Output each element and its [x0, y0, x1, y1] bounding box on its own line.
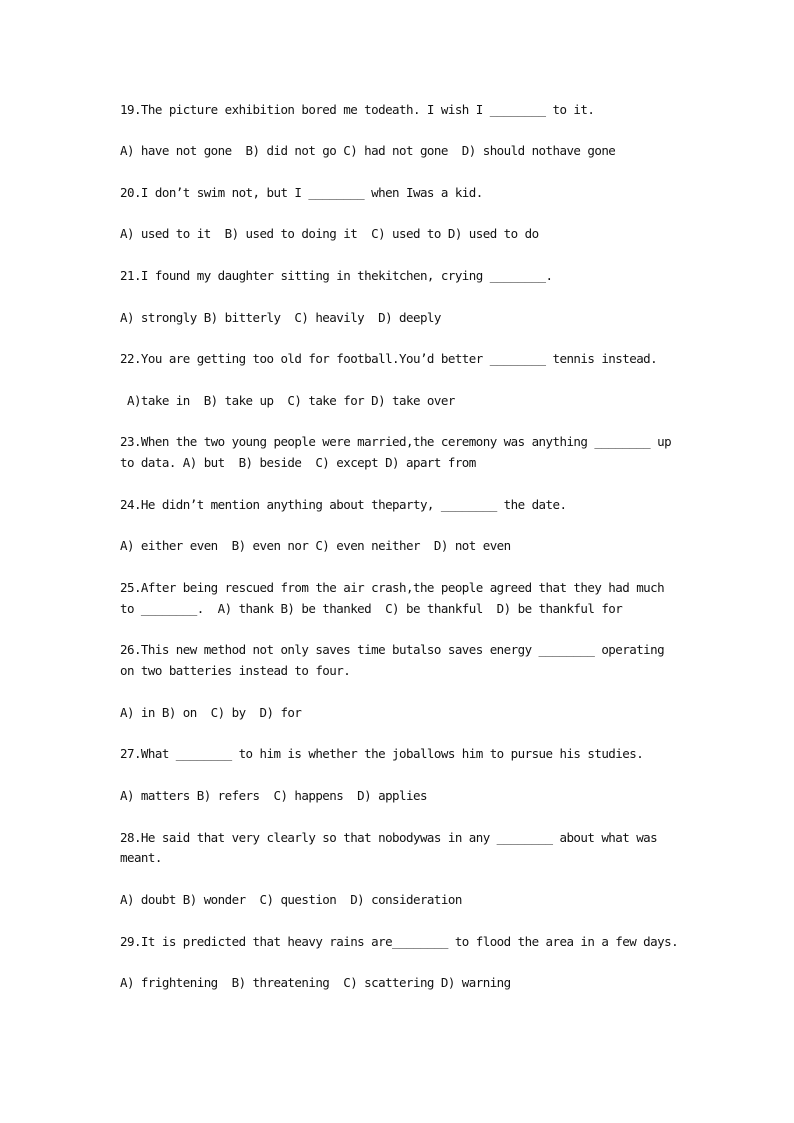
- question-28-stem-line2: meant.: [120, 850, 162, 865]
- question-27-options: A) matters B) refers C) happens D) applies: [120, 788, 427, 803]
- question-24-stem: 24.He didn’t mention anything about theparty, ________ the date.: [120, 497, 567, 512]
- question-29-stem: 29.It is predicted that heavy rains are________ to flood the area in a few days.: [120, 934, 679, 949]
- question-21-stem: 21.I found my daughter sitting in thekitchen, crying ________.: [120, 268, 553, 283]
- question-26-stem-line2: on two batteries instead to four.: [120, 663, 351, 678]
- question-28-options: A) doubt B) wonder C) question D) consideration: [120, 892, 462, 907]
- question-22-options: A)take in B) take up C) take for D) take over: [120, 393, 455, 408]
- question-20-stem: 20.I don’t swim not, but I ________ when Iwas a kid.: [120, 185, 483, 200]
- question-24-options: A) either even B) even nor C) even neither D) not even: [120, 538, 511, 553]
- question-23-stem-line1: 23.When the two young people were married,the ceremony was anything ________ up: [120, 434, 672, 449]
- question-27-stem: 27.What ________ to him is whether the joballows him to pursue his studies.: [120, 746, 644, 761]
- question-26-options: A) in B) on C) by D) for: [120, 705, 302, 720]
- question-22-stem: 22.You are getting too old for football.You’d better ________ tennis instead.: [120, 351, 658, 366]
- question-20-options: A) used to it B) used to doing it C) used to D) used to do: [120, 226, 539, 241]
- question-25-stem-line1: 25.After being rescued from the air crash,the people agreed that they had much: [120, 580, 665, 595]
- question-23-stem-line2: to data. A) but B) beside C) except D) apart from: [120, 455, 476, 470]
- question-25-stem-line2: to ________. A) thank B) be thanked C) be thankful D) be thankful for: [120, 601, 623, 616]
- question-28-stem-line1: 28.He said that very clearly so that nobodywas in any ________ about what was: [120, 830, 658, 845]
- question-19-options: A) have not gone B) did not go C) had not gone D) should nothave gone: [120, 143, 616, 158]
- document-page: [120, 0, 682, 1123]
- question-26-stem-line1: 26.This new method not only saves time butalso saves energy ________ operating: [120, 642, 665, 657]
- question-29-options: A) frightening B) threatening C) scattering D) warning: [120, 975, 511, 990]
- question-19-stem: 19.The picture exhibition bored me todeath. I wish I ________ to it.: [120, 102, 595, 117]
- question-21-options: A) strongly B) bitterly C) heavily D) deeply: [120, 310, 441, 325]
